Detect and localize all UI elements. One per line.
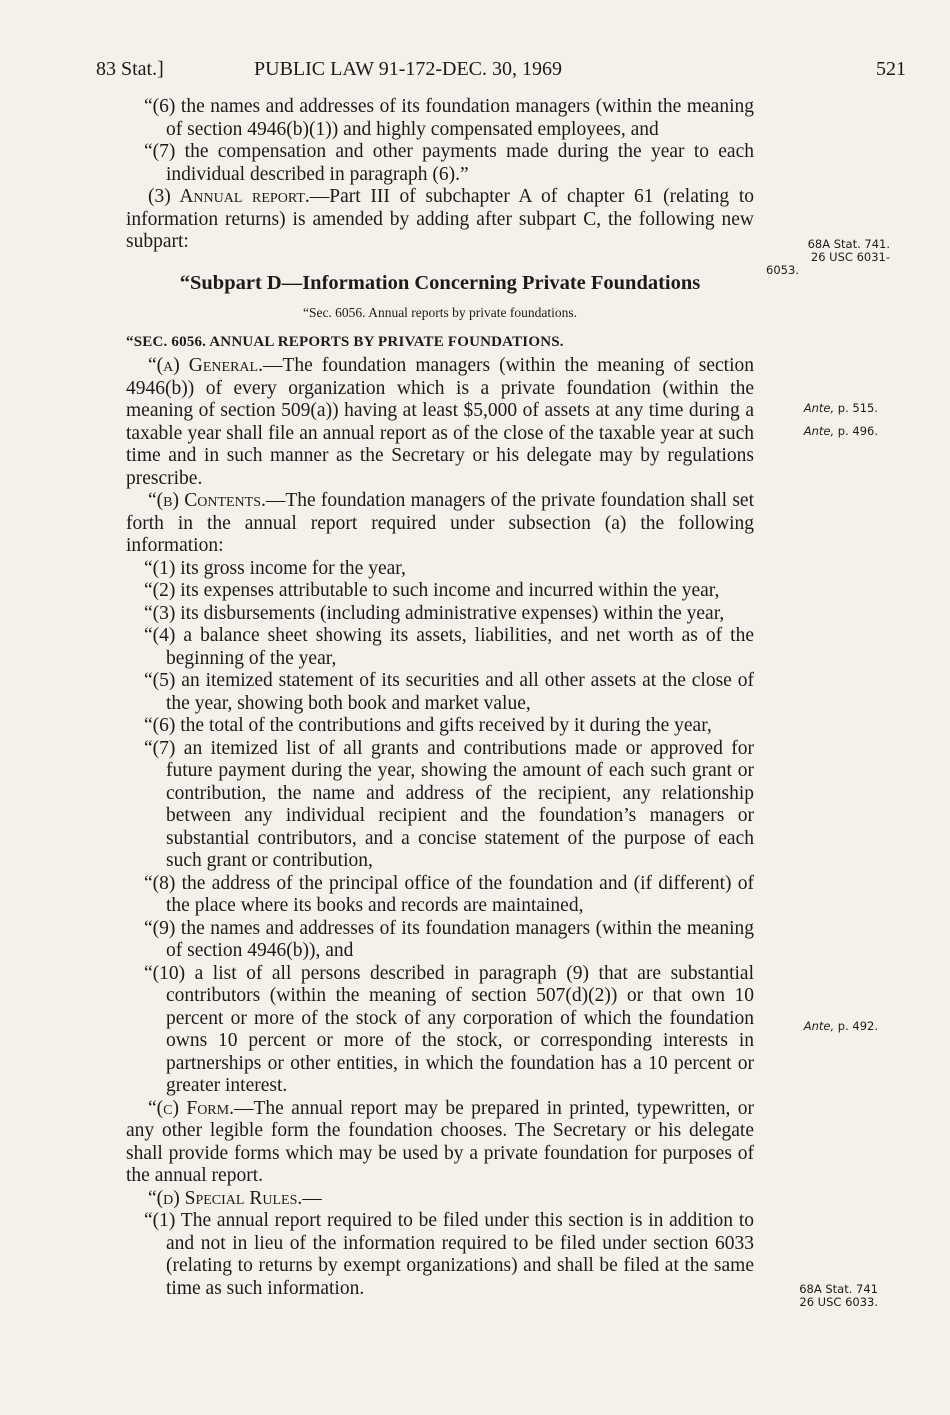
- margin-note-ante-515: [766, 402, 878, 415]
- margin-note-ante-492: [766, 1020, 878, 1033]
- margin-italic: Ante,: [803, 1019, 835, 1033]
- margin-line: 26 USC 6033.: [799, 1295, 878, 1309]
- margin-line: 6053.: [766, 263, 799, 277]
- list-item: “(8) the address of the principal office of the foundation and (if different) of the place where its books and records are maintained,: [144, 872, 754, 916]
- margin-italic: Ante,: [803, 424, 835, 438]
- list-item: “(7) an itemized list of all grants and contributions made or approved for future payment during the year, showing the amount of each such grant or contribution, the name and address of the recipient, any relationship between any individual recipient and the foundation’s managers or substantial contributors, and a concise statement of the purpose of each such grant or contribution,: [144, 737, 754, 871]
- subsection-b: [126, 490, 754, 558]
- annual-report-label: (3) Annual report.: [148, 186, 310, 207]
- subsection-a: [126, 355, 754, 490]
- list-item: “(6) the total of the contributions and gifts received by it during the year,: [144, 715, 712, 736]
- subsection-c-text: —The annual report may be prepared in printed, typewritten, or any other legible form the foundation chooses. The Secretary or his delegate shall provide forms which may be used by a private foundation for purposes of the annual report.: [126, 1097, 754, 1186]
- margin-page-ref: p. 515.: [837, 401, 878, 415]
- list-item: “(9) the names and addresses of its foundation managers (within the meaning of section 4946(b)), and: [144, 917, 754, 961]
- list-item: “(2) its expenses attributable to such income and incurred within the year,: [144, 580, 720, 601]
- margin-page-ref: p. 492.: [837, 1019, 878, 1033]
- subsection-d: [126, 1188, 754, 1211]
- paragraph-6-managers: “(6) the names and addresses of its foundation managers (within the meaning of section 4946(b)(1)) and highly compensated employees, and: [144, 96, 754, 140]
- margin-note-ante-496: [766, 425, 878, 438]
- margin-line: 26 USC 6031-: [810, 250, 890, 264]
- paragraph-7-compensation: “(7) the compensation and other payments made during the year to each individual described in paragraph (6).”: [144, 141, 754, 185]
- subsection-b-text: —The foundation managers of the private foundation shall set forth in the annual report required under subsection (a) the following information:: [126, 490, 754, 556]
- section-heading: “SEC. 6056. ANNUAL REPORTS BY PRIVATE FOUNDATIONS.: [126, 333, 564, 350]
- subsection-b-label: “(b) Contents.: [148, 490, 266, 511]
- margin-line: 68A Stat. 741.: [807, 237, 890, 251]
- annual-report-text: —Part III of subchapter A of chapter 61 (relating to information returns) is amended by adding after subpart C, the following new subpart:: [126, 186, 755, 252]
- page-number: 521: [876, 58, 906, 80]
- margin-page-ref: p. 496.: [837, 424, 878, 438]
- list-item: “(1) The annual report required to be filed under this section is in addition to and not in lieu of the information required to be filed under section 6033 (relating to returns by exempt organizations) and shall be filed at the same time as such information.: [144, 1210, 754, 1299]
- subsection-a-label: “(a) General.: [148, 355, 263, 376]
- body-text: [126, 96, 754, 1300]
- subsection-d-dash: —: [302, 1187, 322, 1209]
- list-item: “(3) its disbursements (including administrative expenses) within the year,: [144, 602, 725, 624]
- list-item: “(5) an itemized statement of its securities and all other assets at the close of the year, showing both book and market value,: [144, 670, 754, 714]
- margin-note-68a-stat-741: [766, 238, 890, 277]
- law-title: PUBLIC LAW 91-172-DEC. 30, 1969: [254, 58, 563, 80]
- subpart-title: “Subpart D—Information Concerning Private Foundations: [179, 271, 701, 294]
- subsection-c: [126, 1098, 754, 1188]
- page-header: [96, 58, 906, 84]
- list-item: “(1) its gross income for the year,: [144, 557, 406, 579]
- paragraph-3-annual-report: [126, 186, 754, 254]
- statute-reference: 83 Stat.]: [96, 58, 164, 80]
- subsection-a-text: —The foundation managers (within the meaning of section 4946(b)) of every organization which is a private foundation (within the meaning of section 509(a)) having at least $5,000 of assets at any time during a taxable year shall file an annual report as of the close of the taxable year at such time and in such manner as the Secretary or his delegate may by regulations prescribe.: [126, 355, 754, 489]
- toc-line: “Sec. 6056. Annual reports by private foundations.: [302, 305, 578, 320]
- list-item: “(4) a balance sheet showing its assets, liabilities, and net worth as of the beginning of the year,: [144, 625, 754, 669]
- margin-note-68a-stat-6033: [766, 1283, 878, 1309]
- margin-line: 68A Stat. 741: [799, 1282, 878, 1296]
- subsection-c-label: “(c) Form.: [148, 1097, 234, 1119]
- subsection-d-label: “(d) Special Rules.: [148, 1187, 303, 1209]
- margin-italic: Ante,: [803, 401, 835, 415]
- list-item: “(10) a list of all persons described in paragraph (9) that are substantial contributors (within the meaning of section 507(d)(2)) or that own 10 percent or more of the stock of any corporation of which the foundation owns 10 percent or more of the stock, or corresponding interests in partnerships or other entities, in which the foundation has a 10 percent or greater interest.: [144, 962, 754, 1096]
